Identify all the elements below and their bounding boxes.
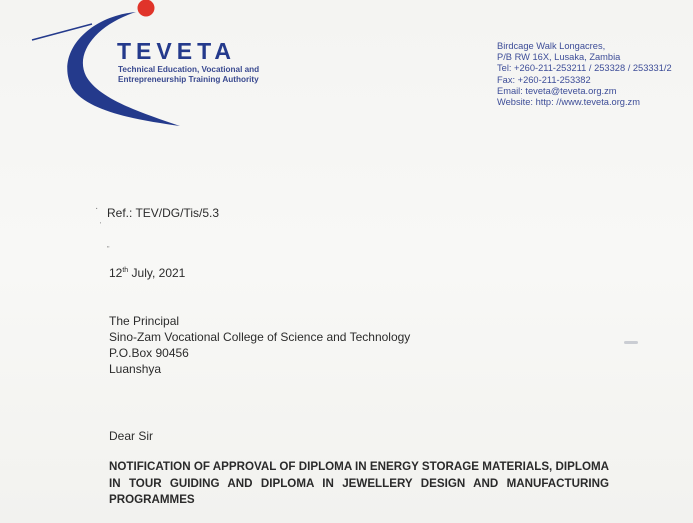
address-line-1: Birdcage Walk Longacres, bbox=[497, 41, 606, 51]
letter-date bbox=[109, 266, 185, 280]
recipient-line-3: P.O.Box 90456 bbox=[109, 346, 189, 360]
brand-subtitle-line-2: Entrepreneurship Training Authority bbox=[118, 74, 259, 84]
letterhead-address bbox=[497, 41, 672, 108]
address-website: Website: http: //www.teveta.org.zm bbox=[497, 97, 640, 108]
recipient-address bbox=[109, 313, 410, 377]
scan-mark-small-2: " bbox=[107, 246, 110, 253]
brand-name: TEVETA bbox=[117, 38, 237, 64]
address-tel: Tel: +260-211-253211 / 253328 / 253331/2 bbox=[497, 63, 672, 74]
logo-red-dot bbox=[138, 0, 155, 17]
address-fax: Fax: +260-211-253382 bbox=[497, 74, 591, 85]
letter-subject: NOTIFICATION OF APPROVAL OF DIPLOMA IN ENERGY STORAGE MATERIALS, DIPLOMA IN TOUR GUIDING AND DIPLOMA IN JEWELLERY DESIGN AND MANUFACTURING PROGRAMMES bbox=[109, 460, 609, 506]
recipient-line-4: Luanshya bbox=[109, 362, 162, 376]
reference-number: Ref.: TEV/DG/Tis/5.3 bbox=[107, 206, 220, 220]
recipient-line-1: The Principal bbox=[109, 314, 180, 328]
address-email: Email: teveta@teveta.org.zm bbox=[497, 85, 617, 96]
salutation: Dear Sir bbox=[109, 429, 154, 443]
date-month-year: July, 2021 bbox=[128, 266, 186, 280]
recipient-line-2: Sino-Zam Vocational College of Science and Technology bbox=[109, 330, 411, 344]
date-day: 12 bbox=[109, 266, 123, 280]
scan-smudge bbox=[624, 341, 638, 344]
brand-subtitle-line-1: Technical Education, Vocational and bbox=[118, 65, 260, 74]
scan-mark-dot: · bbox=[95, 203, 99, 214]
address-line-2: P/B RW 16X, Lusaka, Zambia bbox=[497, 52, 621, 63]
date-suffix: th bbox=[122, 267, 129, 274]
scan-mark-small: ' bbox=[100, 222, 102, 229]
brand-subtitle bbox=[118, 65, 259, 84]
